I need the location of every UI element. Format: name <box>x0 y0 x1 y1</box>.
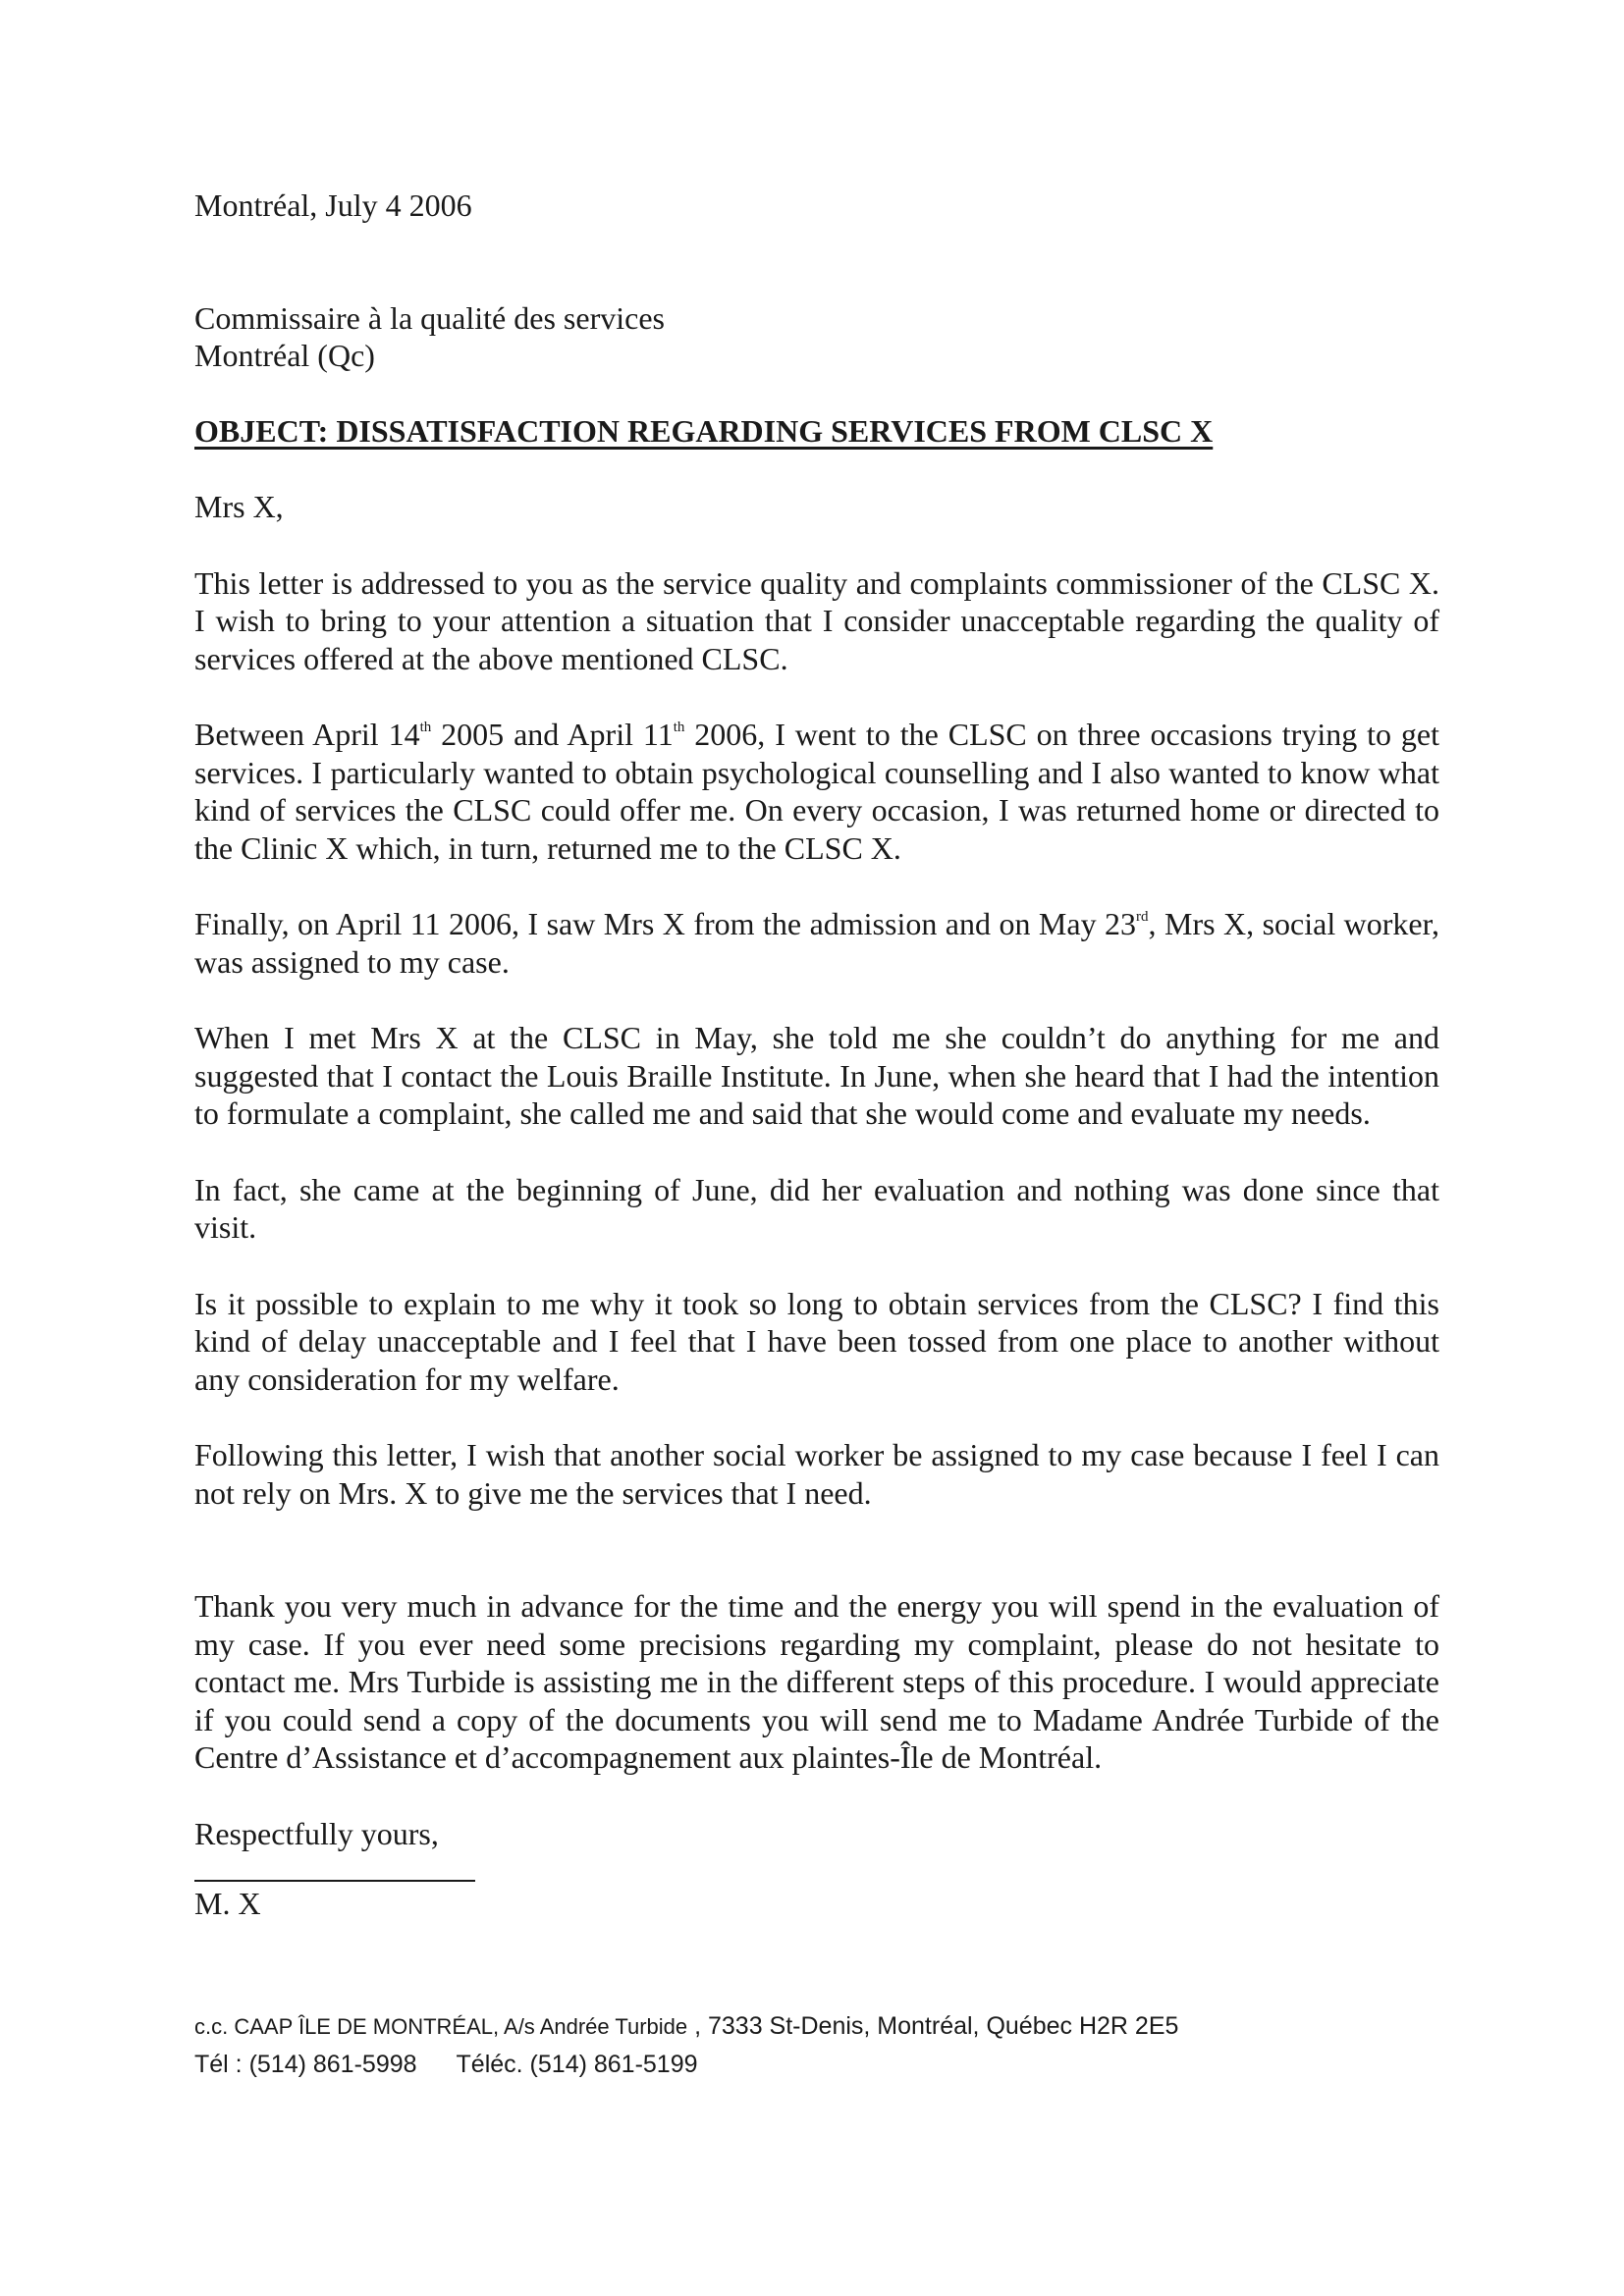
letter-object-heading: OBJECT: DISSATISFACTION REGARDING SERVICES FROM CLSC X <box>194 412 1214 449</box>
paragraph-5: In fact, she came at the beginning of June, did her evaluation and nothing was done since that visit. <box>194 1171 1439 1245</box>
letter-date: Montréal, July 4 2006 <box>194 187 472 223</box>
paragraph-3-part-a: Finally, on April 11 2006, I saw Mrs X from the admission and on May 23 <box>194 906 1137 941</box>
signature-line <box>194 1880 475 1882</box>
cc-address-line <box>194 2007 1178 2046</box>
paragraph-2 <box>194 716 1439 867</box>
paragraph-3-sup-a: rd <box>1136 909 1149 925</box>
recipient-address <box>194 299 1439 375</box>
letter-body <box>194 187 1439 1923</box>
salutation: Mrs X, <box>194 489 284 524</box>
paragraph-2-part-b: 2005 and April 11 <box>431 717 674 752</box>
recipient-line-2: Montréal (Qc) <box>194 338 375 373</box>
paragraph-7: Following this letter, I wish that another social worker be assigned to my case because I feel I can not rely on Mrs. X to give me the services that I need. <box>194 1437 1439 1511</box>
paragraph-2-sup-a: th <box>419 720 432 735</box>
paragraph-1: This letter is addressed to you as the service quality and complaints commissioner of the CLSC X. I wish to bring to your attention a situation that I consider unacceptable regarding the quality of services offered at the above mentioned CLSC. <box>194 564 1439 676</box>
paragraph-3 <box>194 905 1439 981</box>
paragraph-2-part-a: Between April 14 <box>194 717 420 752</box>
paragraph-2-sup-b: th <box>673 720 685 735</box>
recipient-line-1: Commissaire à la qualité des services <box>194 299 665 336</box>
cc-footer <box>194 2007 1178 2083</box>
paragraph-3-part-b: , Mrs X, social worker, was assigned to my case. <box>194 906 1440 980</box>
paragraph-8: Thank you very much in advance for the time and the energy you will spend in the evaluation of my case. If you ever need some precisions regarding my complaint, please do not hesitate to contact me. Mrs Turbide is assisting me in the different steps of this procedure. I would appreciate if you could send a copy of the documents you will send me to Madame Andrée Turbide of the Centre d’Assistance et d’accompagnement aux plaintes-Île de Montréal. <box>194 1588 1439 1775</box>
paragraph-4: When I met Mrs X at the CLSC in May, she told me she couldn’t do anything for me and suggested that I contact the Louis Braille Institute. In June, when she heard that I had the intention to formulate a complaint, she called me and said that she would come and evaluate my needs. <box>194 1020 1439 1131</box>
signoff: Respectfully yours, <box>194 1815 439 1851</box>
cc-contact-line <box>194 2046 1178 2083</box>
paragraph-6: Is it possible to explain to me why it took so long to obtain services from the CLSC? I find this kind of delay unacceptable and I feel that I have been tossed from one place to another without any consideration for my welfare. <box>194 1285 1439 1397</box>
cc-telephone: Tél : (514) 861-5998 <box>194 2051 417 2078</box>
paragraph-2-part-c: 2006, I went to the CLSC on three occasions trying to get services. I particularly wanted to obtain psychological counselling and I also wanted to know what kind of services the CLSC could offer me. On every occasion, I was returned home or directed to the Clinic X which, in turn, returned me to the CLSC X. <box>194 717 1440 866</box>
cc-recipient: c.c. CAAP ÎLE DE MONTRÉAL, A/s Andrée Turbide <box>194 2014 688 2039</box>
cc-fax: Téléc. (514) 861-5199 <box>456 2051 698 2078</box>
signature-name: M. X <box>194 1886 261 1921</box>
cc-street-address: , 7333 St-Denis, Montréal, Québec H2R 2E5 <box>687 2012 1179 2040</box>
